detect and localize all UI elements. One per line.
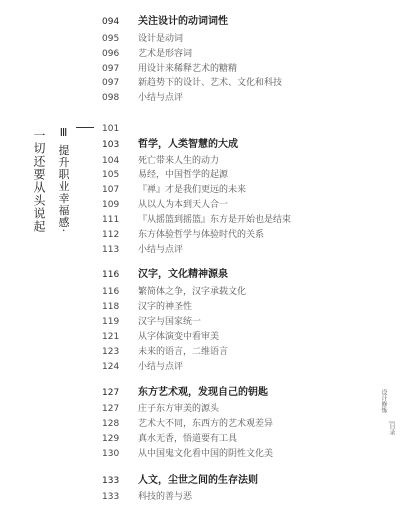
entry-title: 从字体演变中看审美 bbox=[138, 332, 220, 342]
entry-title: 人文，尘世之间的生存法则 bbox=[138, 475, 258, 486]
entry-page-number: 129 bbox=[102, 434, 120, 444]
entry-page-number: 112 bbox=[102, 230, 120, 240]
entry-page-number: 133 bbox=[102, 492, 120, 502]
entry-title: 易经，中国哲学的起源 bbox=[138, 170, 229, 180]
entry-page-number: 119 bbox=[102, 317, 120, 327]
entry-page-number: 104 bbox=[102, 156, 120, 166]
running-header bbox=[379, 389, 388, 413]
entry-page-number: 118 bbox=[102, 302, 120, 312]
entry-page-number: 097 bbox=[102, 78, 120, 88]
entry-title: 艺术大不同，东西方的艺术观差异 bbox=[138, 419, 274, 429]
entry-title: 小结与点评 bbox=[138, 362, 184, 372]
entry-page-number: 101 bbox=[102, 124, 120, 134]
entry-title: 死亡带来人生的动力 bbox=[138, 156, 220, 166]
entry-title: 汉字，文化精神源泉 bbox=[138, 269, 228, 280]
entry-page-number: 133 bbox=[102, 476, 120, 486]
entry-title: 『从摇篮到摇篮』东方是开始也是结束 bbox=[138, 215, 292, 225]
section-divider bbox=[76, 127, 94, 128]
entry-title: 小结与点评 bbox=[138, 93, 184, 103]
entry-page-number: 127 bbox=[102, 404, 120, 414]
entry-title: 用设计来稀释艺术的糖精 bbox=[138, 64, 238, 74]
entry-page-number: 130 bbox=[102, 449, 120, 459]
entry-title: 真水无香，悟道要有工具 bbox=[138, 434, 238, 444]
section-subtitle: Ⅲ 提升职业幸福感· bbox=[57, 126, 70, 233]
entry-page-number: 096 bbox=[102, 49, 120, 59]
entry-page-number: 128 bbox=[102, 419, 120, 429]
entry-page-number: 105 bbox=[102, 170, 120, 180]
entry-title: 新趋势下的设计、艺术、文化和科技 bbox=[138, 78, 283, 88]
entry-page-number: 103 bbox=[102, 140, 120, 150]
section-title: 一切还要从头说起 bbox=[32, 129, 46, 233]
entry-page-number: 097 bbox=[102, 64, 120, 74]
header-divider: | bbox=[388, 421, 395, 424]
entry-page-number: 116 bbox=[102, 287, 120, 297]
entry-title: 未来的语言，二维语言 bbox=[138, 347, 229, 357]
entry-title: 艺术是形容词 bbox=[138, 49, 193, 59]
entry-page-number: 127 bbox=[102, 388, 120, 398]
entry-title: 关注设计的动词词性 bbox=[138, 16, 228, 27]
running-header-label bbox=[387, 421, 396, 435]
entry-title: 哲学，人类智慧的大成 bbox=[138, 139, 238, 150]
entry-page-number: 107 bbox=[102, 185, 120, 195]
entry-title: 东方体验哲学与体验时代的关系 bbox=[138, 230, 265, 240]
entry-title: 小结与点评 bbox=[138, 245, 184, 255]
entry-title: 从中国鬼文化看中国的阴性文化美 bbox=[138, 449, 274, 459]
book-title: 设计修炼 bbox=[380, 389, 387, 413]
entry-page-number: 121 bbox=[102, 332, 120, 342]
entry-page-number: 113 bbox=[102, 245, 120, 255]
entry-title: 从以人为本到天人合一 bbox=[138, 200, 229, 210]
entry-page-number: 109 bbox=[102, 200, 120, 210]
entry-page-number: 095 bbox=[102, 34, 120, 44]
entry-page-number: 094 bbox=[102, 17, 120, 27]
entry-page-number: 124 bbox=[102, 362, 120, 372]
entry-page-number: 111 bbox=[102, 215, 120, 225]
entry-title: 科技的善与恶 bbox=[138, 492, 193, 502]
entry-title: 庄子东方审美的源头 bbox=[138, 404, 220, 414]
entry-title: 东方艺术观，发现自己的钥匙 bbox=[138, 387, 268, 398]
entry-page-number: 098 bbox=[102, 93, 120, 103]
entry-title: 汉字的神圣性 bbox=[138, 302, 193, 312]
entry-title: 设计是动词 bbox=[138, 34, 184, 44]
entry-page-number: 116 bbox=[102, 270, 120, 280]
entry-title: 繁简体之争，汉字承载文化 bbox=[138, 287, 247, 297]
page-label: 目录 bbox=[388, 423, 395, 436]
entry-page-number: 123 bbox=[102, 347, 120, 357]
entry-title: 『禅』才是我们更远的未来 bbox=[138, 185, 247, 195]
entry-title: 汉字与国家统一 bbox=[138, 317, 202, 327]
